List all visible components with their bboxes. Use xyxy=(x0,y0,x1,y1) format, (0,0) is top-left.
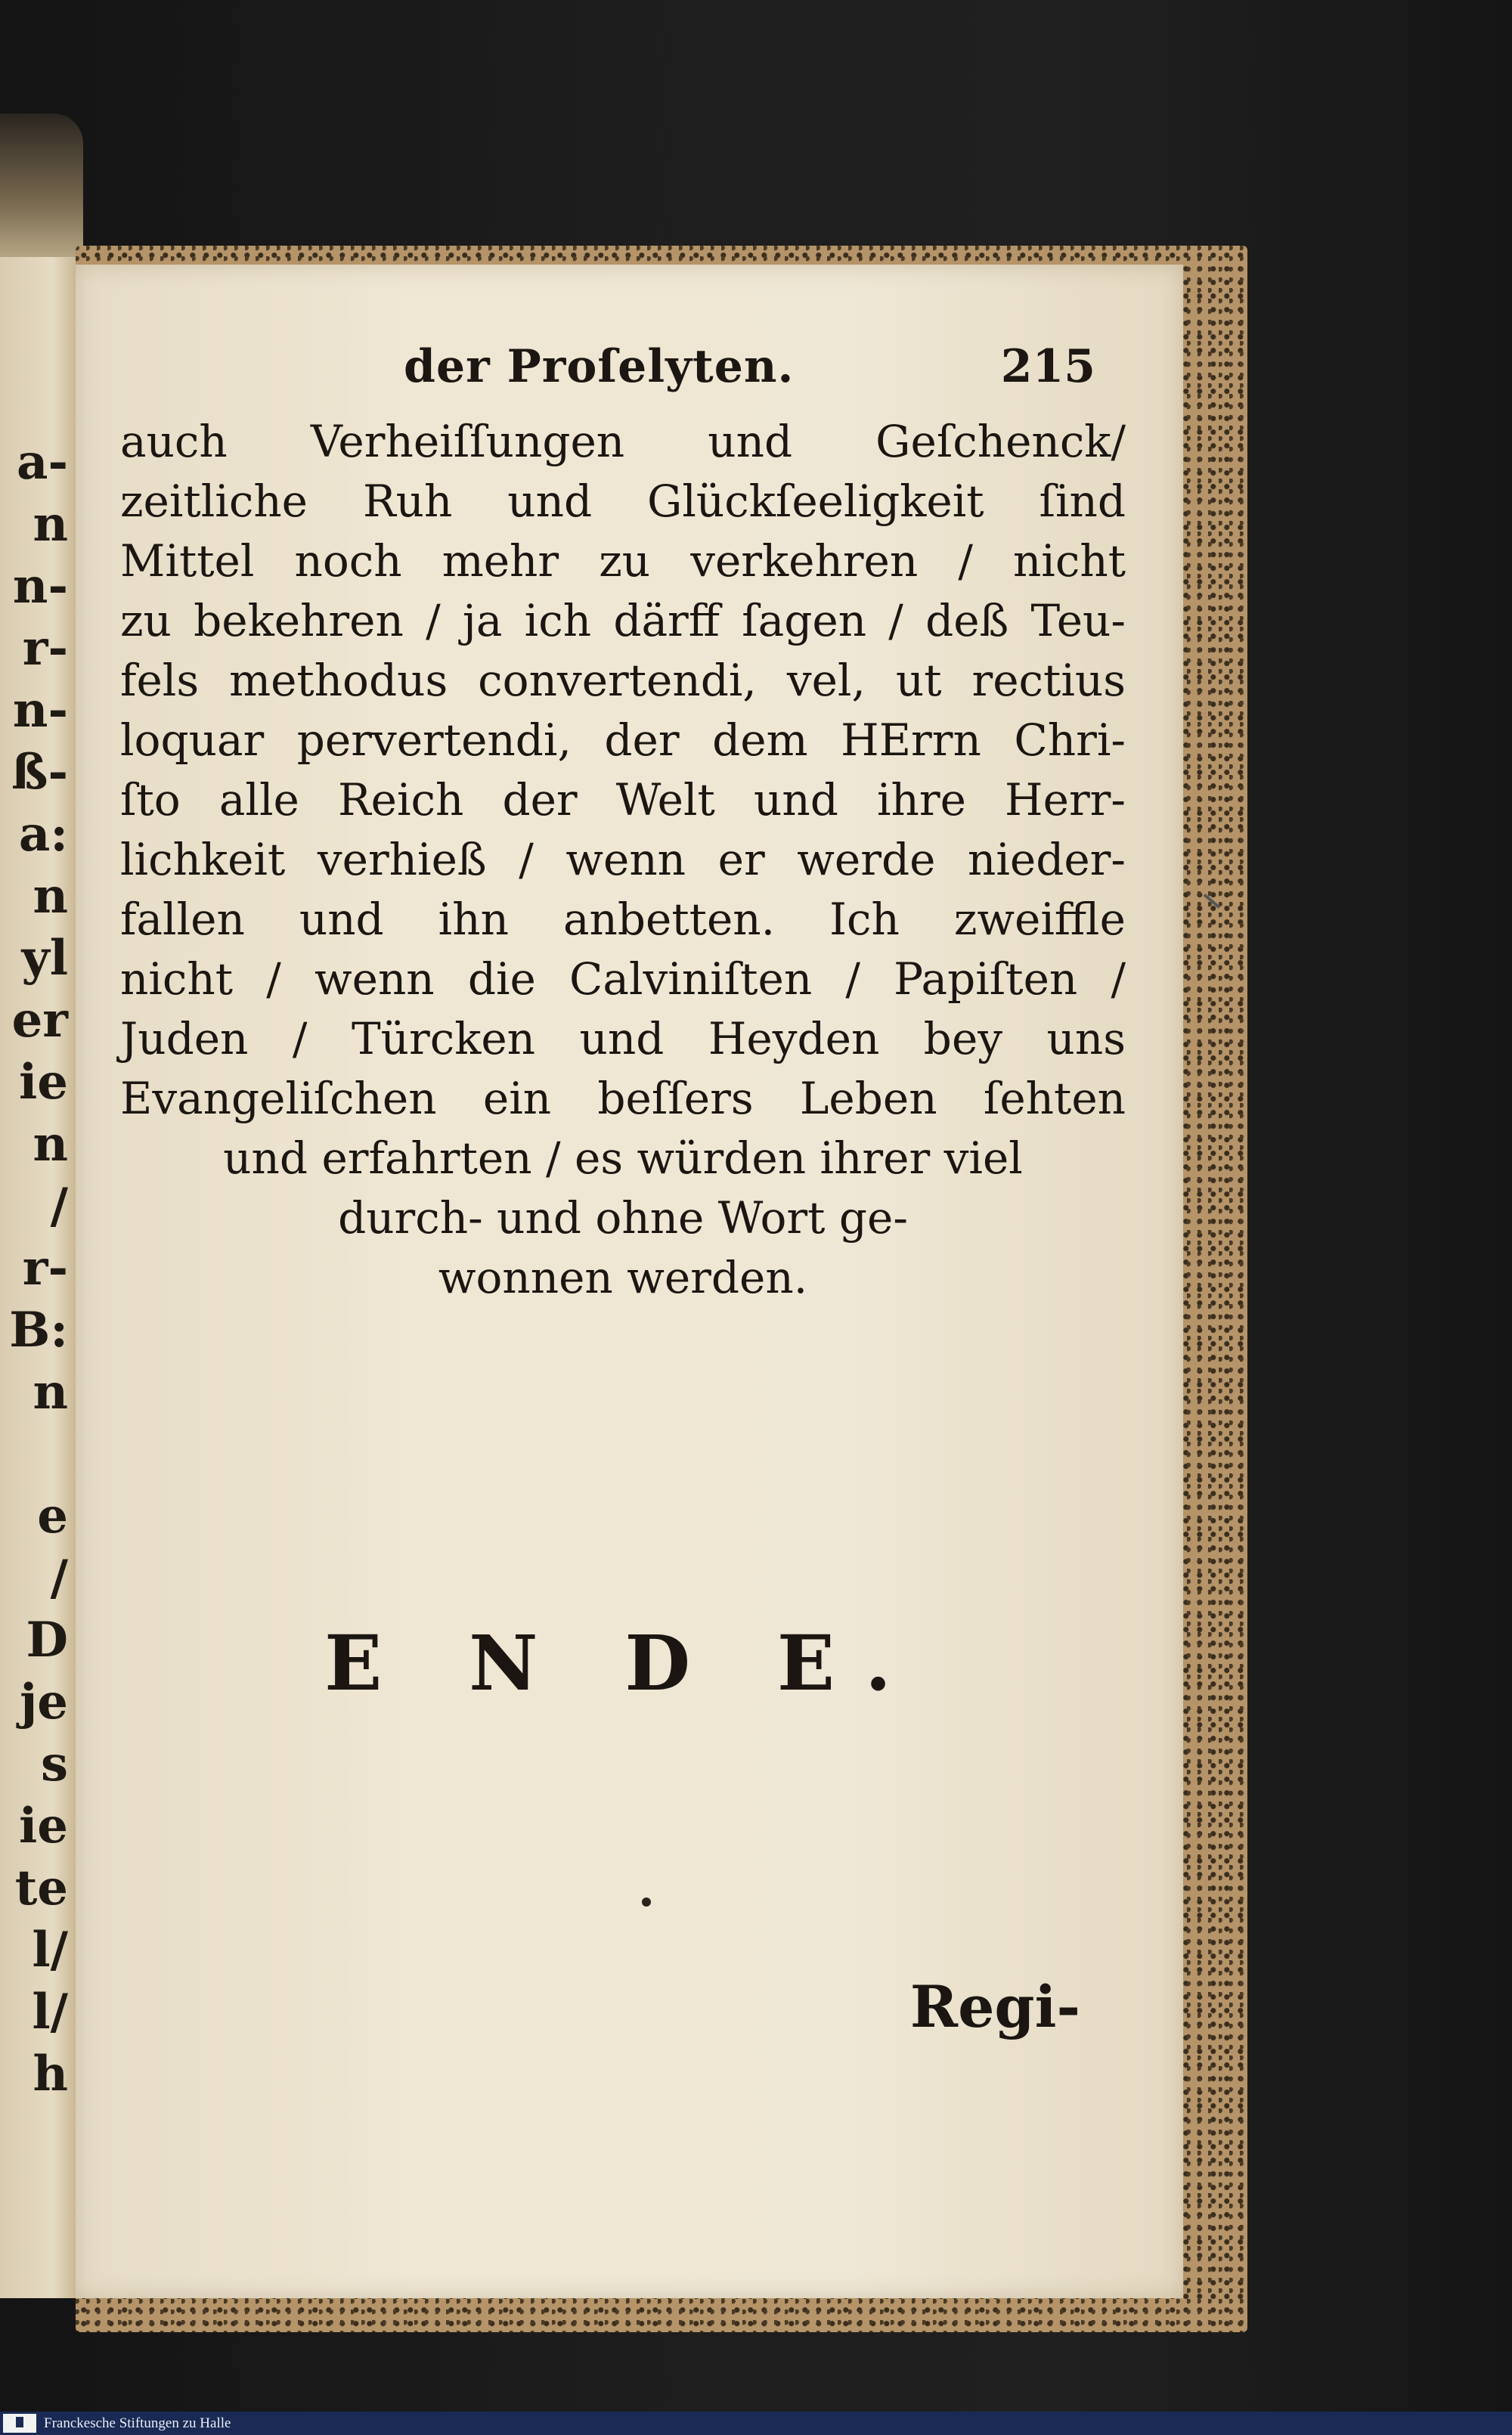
footer-bar xyxy=(0,2412,1512,2435)
previous-page-fragment: r- xyxy=(22,1240,68,1296)
footer-credit: Franckesche Stiftungen zu Halle xyxy=(44,2415,231,2431)
catchword: Regi- xyxy=(909,1973,1080,2040)
text-line: ſto alle Reich der Welt und ihre Herr- xyxy=(120,774,1126,826)
text-line: auch Verheiſſungen und Geſchenck/ xyxy=(120,416,1126,467)
previous-page-fragment: n xyxy=(33,868,68,925)
previous-page-fragment: B: xyxy=(9,1302,68,1358)
book-top-edge xyxy=(0,113,83,265)
page-number: 215 xyxy=(1000,340,1095,393)
previous-page-fragment: n- xyxy=(12,558,68,615)
previous-page-fragment: l/ xyxy=(32,1922,68,1978)
previous-page-fragment: je xyxy=(20,1674,68,1730)
text-line: wonnen werden. xyxy=(438,1252,808,1303)
running-head xyxy=(120,340,1126,408)
text-line: fels methodus convertendi, vel, ut rectius xyxy=(120,655,1126,706)
ende-heading: E N D E. xyxy=(324,1619,922,1708)
ink-dot xyxy=(642,1898,651,1907)
previous-page-fragment: D xyxy=(26,1612,68,1668)
text-line: Evangeliſchen ein beſſers Leben ſehten xyxy=(120,1073,1126,1124)
institution-logo-icon xyxy=(3,2414,36,2433)
text-line: fallen und ihn anbetten. Ich zweiffle xyxy=(120,894,1126,945)
text-line: durch- und ohne Wort ge- xyxy=(338,1192,908,1244)
previous-page-fragment: s xyxy=(40,1736,68,1792)
previous-page-fragment: n xyxy=(33,1116,68,1173)
previous-page-edge xyxy=(0,257,78,2298)
text-line: Juden / Türcken und Heyden bey uns xyxy=(120,1013,1126,1064)
previous-page-fragment: yl xyxy=(21,930,68,987)
text-line: und erfahrten / es würden ihrer viel xyxy=(223,1132,1023,1184)
previous-page-fragment: r- xyxy=(22,620,68,677)
previous-page-fragment: ie xyxy=(18,1798,68,1854)
previous-page-fragment: h xyxy=(33,2046,68,2102)
text-line: zeitliche Ruh und Glückſeeligkeit ſind xyxy=(120,476,1126,527)
previous-page-fragment: / xyxy=(50,1178,68,1235)
previous-page-fragment: ß- xyxy=(11,744,68,801)
previous-page-fragment: n- xyxy=(12,682,68,739)
previous-page-fragment: a: xyxy=(18,806,68,863)
text-line: zu bekehren / ja ich därff ſagen / deß Teu- xyxy=(120,595,1126,646)
previous-page-fragment: te xyxy=(14,1860,68,1916)
previous-page-fragment: n xyxy=(33,496,68,553)
book-page xyxy=(76,265,1183,2298)
text-line: lichkeit verhieß / wenn er werde nieder- xyxy=(120,834,1126,885)
previous-page-fragment: er xyxy=(11,992,68,1049)
previous-page-fragment: ie xyxy=(18,1054,68,1111)
body-text xyxy=(120,412,1126,1308)
previous-page-fragment: / xyxy=(50,1550,68,1606)
previous-page-fragment: l/ xyxy=(32,1984,68,2040)
text-line: nicht / wenn die Calviniſten / Papiſten / xyxy=(120,953,1126,1005)
running-head-title: der Proſelyten. xyxy=(404,340,795,393)
previous-page-fragment: n xyxy=(33,1364,68,1420)
previous-page-fragment: a- xyxy=(16,434,68,491)
text-line: Mittel noch mehr zu verkehren / nicht xyxy=(120,535,1126,587)
previous-page-fragment: e xyxy=(37,1488,68,1544)
text-line: loquar pervertendi, der dem HErrn Chri- xyxy=(120,714,1126,766)
